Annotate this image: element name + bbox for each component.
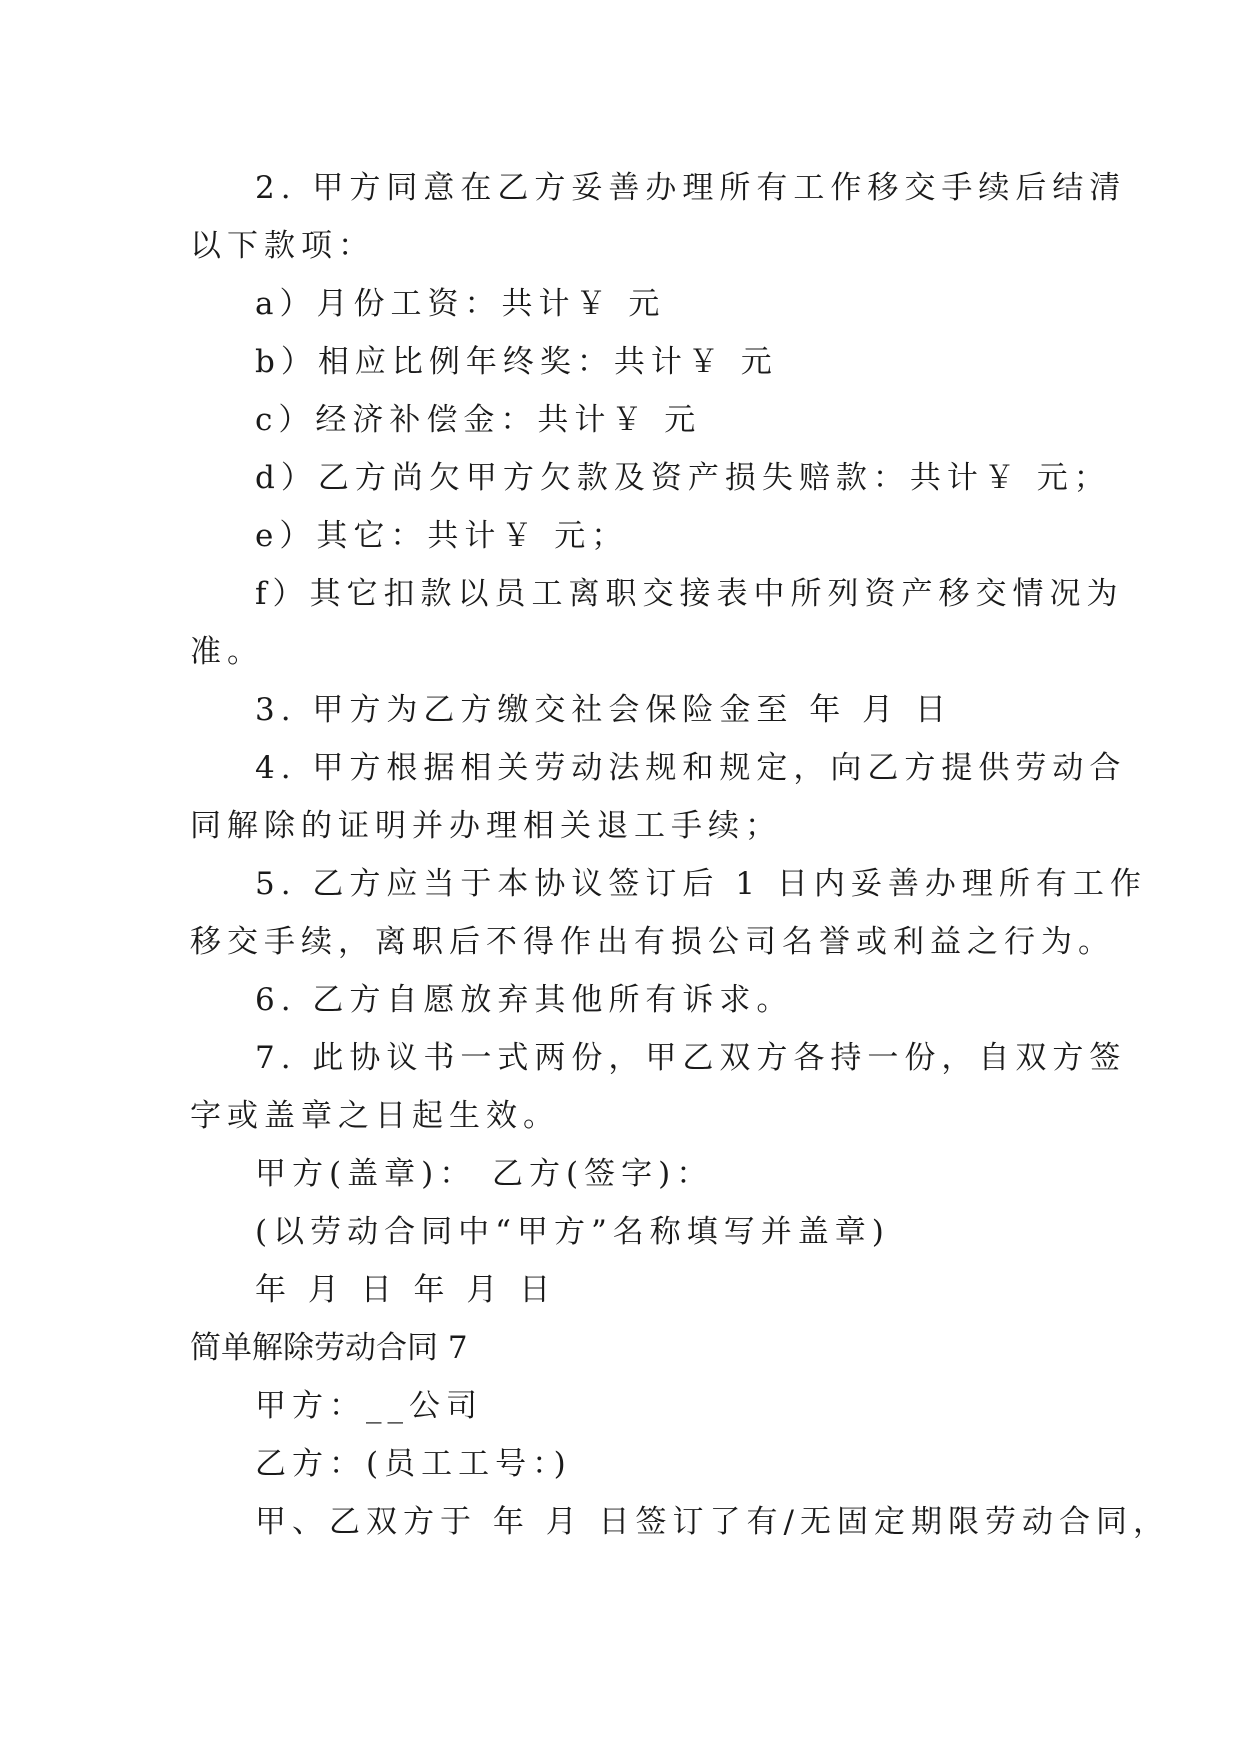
item-e: e）其它：共计￥ 元； [255,518,629,554]
paragraph-4-line-1: 4. 甲方根据相关劳动法规和规定，向乙方提供劳动合 [255,750,1127,786]
item-f-line-2: 准。 [190,634,264,670]
item-f-line-1: f）其它扣款以员工离职交接表中所列资产移交情况为 [255,576,1124,612]
paragraph-3: 3. 甲方为乙方缴交社会保险金至 年 月 日 [255,692,952,728]
paragraph-2-line-2: 以下款项： [190,228,375,264]
section-title: 简单解除劳动合同 7 [190,1330,468,1366]
paragraph-7-line-1: 7. 此协议书一式两份，甲乙双方各持一份，自双方签 [255,1040,1127,1076]
paragraph-4-line-2: 同解除的证明并办理相关退工手续； [190,808,782,844]
paragraph-7-line-2: 字或盖章之日起生效。 [190,1098,560,1134]
paragraph-5-line-1: 5. 乙方应当于本协议签订后 1 日内妥善办理所有工作 [255,866,1147,902]
item-a: a）月份工资：共计￥ 元 [255,286,666,322]
signature-labels: 甲方(盖章)： 乙方(签字)： [255,1156,714,1192]
paragraph-5-line-2: 移交手续，离职后不得作出有损公司名誉或利益之行为。 [190,924,1115,960]
paragraph-6: 6. 乙方自愿放弃其他所有诉求。 [255,982,794,1018]
contract-intro: 甲、乙双方于 年 月 日签订了有/无固定期限劳动合同， [255,1504,1171,1540]
signature-dates: 年 月 日 年 月 日 [255,1272,557,1308]
item-d: d）乙方尚欠甲方欠款及资产损失赔款：共计￥ 元； [255,460,1111,496]
item-b: b）相应比例年终奖：共计￥ 元 [255,344,778,380]
paragraph-2-line-1: 2. 甲方同意在乙方妥善办理所有工作移交手续后结清 [255,170,1127,206]
party-b: 乙方：(员工工号：) [255,1446,572,1482]
seal-note: (以劳动合同中“甲方”名称填写并盖章) [255,1214,890,1250]
item-c: c）经济补偿金：共计￥ 元 [255,402,702,438]
party-a: 甲方：__公司 [255,1388,483,1424]
